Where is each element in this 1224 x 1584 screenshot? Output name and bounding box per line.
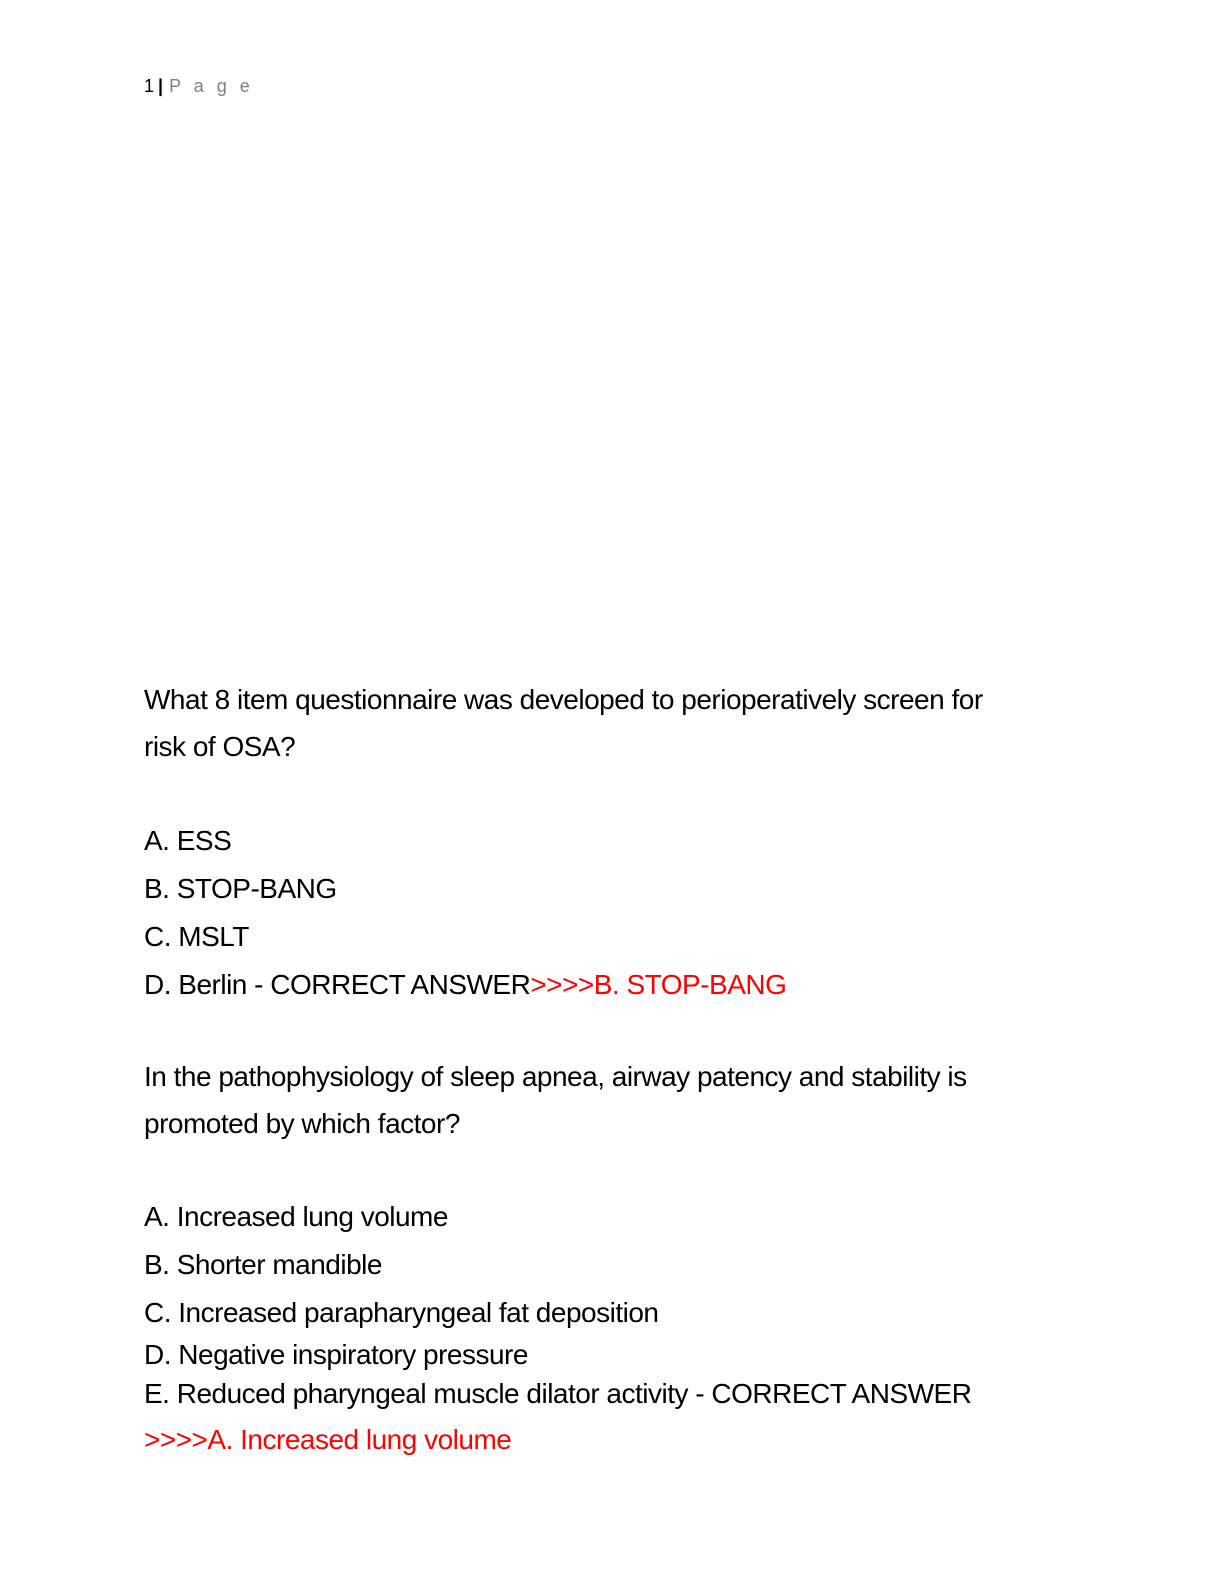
question-1-option-b: B. STOP-BANG [144,873,337,904]
page-label: P a g e [169,76,254,96]
question-2-option-b: B. Shorter mandible [144,1249,382,1280]
page-number: 1 [144,76,155,96]
question-2-text-line-1: In the pathophysiology of sleep apnea, airway patency and stability is [144,1061,967,1092]
question-1-option-c: C. MSLT [144,921,249,952]
question-1-option-d: D. Berlin - CORRECT ANSWER [144,969,531,1000]
question-1-answer: >>>>B. STOP-BANG [530,969,787,1000]
header-separator: | [158,76,164,96]
question-2-option-d: D. Negative inspiratory pressure [144,1339,528,1370]
question-1-text-line-2: risk of OSA? [144,731,296,762]
question-2-option-e: E. Reduced pharyngeal muscle dilator activity - CORRECT ANSWER [144,1378,972,1409]
question-1-text-line-1: What 8 item questionnaire was developed to perioperatively screen for [144,684,983,715]
question-2-option-c: C. Increased parapharyngeal fat deposition [144,1297,659,1328]
question-1-option-a: A. ESS [144,825,232,856]
question-1-option-d-line [144,968,786,1002]
question-2-text-line-2: promoted by which factor? [144,1108,460,1139]
page-header [144,75,254,97]
question-2-answer: >>>>A. Increased lung volume [144,1424,512,1455]
question-2-option-a: A. Increased lung volume [144,1201,448,1232]
